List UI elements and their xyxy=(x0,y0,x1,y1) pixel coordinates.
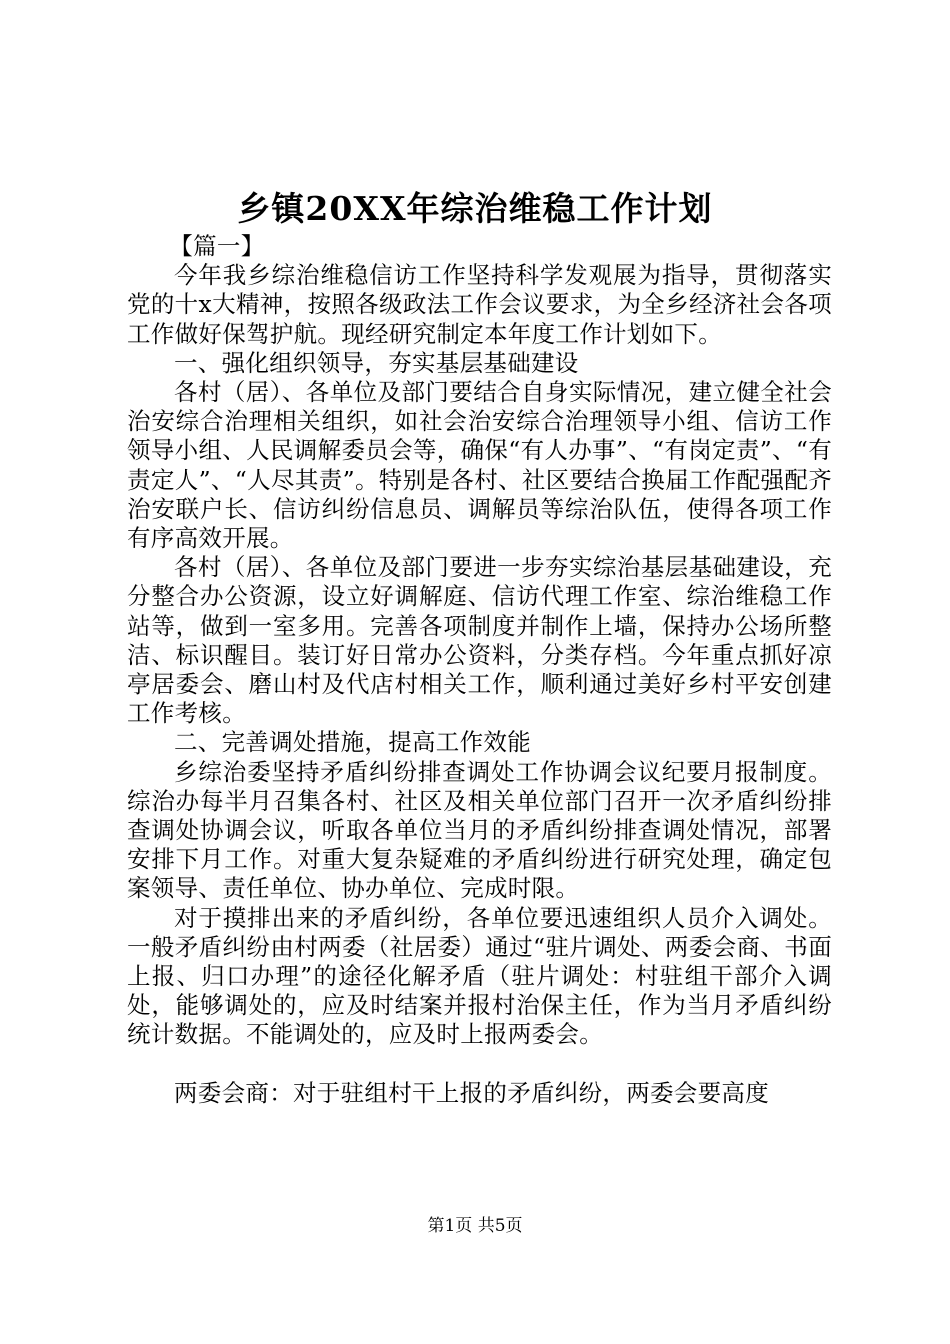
page-footer: 第1页 共5页 xyxy=(427,1216,523,1236)
paragraph: 各村（居）、各单位及部门要结合自身实际情况，建立健全社会治安综合治理相关组织，如社会治安综合治理领导小组、信访工作领导小组、人民调解委员会等，确保“有人办事”、“有岗定责”、“有责定人”、“人尽其责”。特别是各村、社区要结合换届工作配强配齐治安联户长、信访纠纷信息员、调解员等综治队伍，使得各项工作有序高效开展。 xyxy=(127,378,832,553)
document-body xyxy=(127,232,832,1108)
paragraph: 两委会商：对于驻组村干上报的矛盾纠纷，两委会要高度 xyxy=(174,1078,769,1107)
paragraph-intro: 今年我乡综治维稳信访工作坚持科学发观展为指导，贯彻落实党的十x大精神，按照各级政法工作会议要求，为全乡经济社会各项工作做好保驾护航。现经研究制定本年度工作计划如下。 xyxy=(127,261,832,348)
heading-section-1: 一、强化组织领导，夯实基层基础建设 xyxy=(174,348,579,377)
section-tag: 【篇一】 xyxy=(169,232,265,260)
paragraph: 各村（居）、各单位及部门要进一步夯实综治基层基础建设，充分整合办公资源，设立好调解庭、信访代理工作室、综治维稳工作站等，做到一室多用。完善各项制度并制作上墙，保持办公场所整洁、标识醒目。装订好日常办公资料，分类存档。今年重点抓好凉亭居委会、磨山村及代店村相关工作，顺利通过美好乡村平安创建工作考核。 xyxy=(127,553,832,728)
paragraph: 对于摸排出来的矛盾纠纷，各单位要迅速组织人员介入调处。一般矛盾纠纷由村两委（社居委）通过“驻片调处、两委会商、书面上报、归口办理”的途径化解矛盾（驻片调处：村驻组干部介入调处，能够调处的，应及时结案并报村治保主任，作为当月矛盾纠纷统计数据。不能调处的，应及时上报两委会。 xyxy=(127,903,832,1049)
heading-section-2: 二、完善调处措施，提高工作效能 xyxy=(174,728,531,757)
document-title: 乡镇20XX年综治维稳工作计划 xyxy=(237,189,713,228)
paragraph: 乡综治委坚持矛盾纠纷排查调处工作协调会议纪要月报制度。综治办每半月召集各村、社区及相关单位部门召开一次矛盾纠纷排查调处协调会议，听取各单位当月的矛盾纠纷排查调处情况，部署安排下月工作。对重大复杂疑难的矛盾纠纷进行研究处理，确定包案领导、责任单位、协办单位、完成时限。 xyxy=(127,757,832,903)
